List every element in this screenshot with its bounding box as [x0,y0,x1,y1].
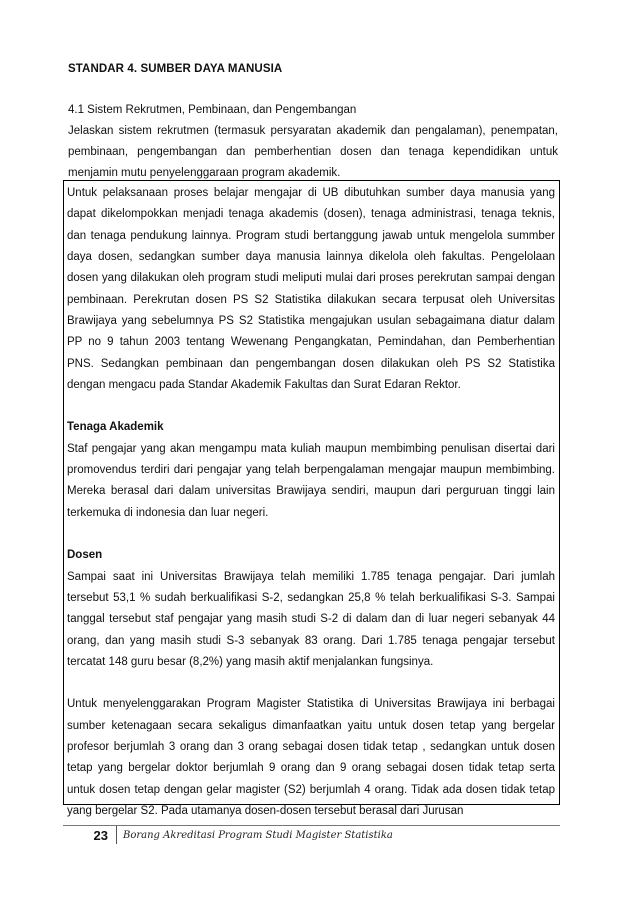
paragraph-dosen: Sampai saat ini Universitas Brawijaya telah memiliki 1.785 tenaga pengajar. Dari jumlah tersebut 53,1 % sudah berkualifikasi S-2, sedangkan 25,8 % telah berkualifikasi S-3. Sampai tanggal tersebut staf pengajar yang masih studi S-2 di dalam dan di luar negeri sebanyak 44 orang, dan yang masih studi S-3 sebanyak 83 orang. Dari 1.785 tenaga pengajar tersebut tercatat 148 guru besar (8,2%) yang masih aktif menjalankan fungsinya. [67,570,555,668]
page-heading: STANDAR 4. SUMBER DAYA MANUSIA [68,63,283,75]
paragraph-tenaga-akademik: Staf pengajar yang akan mengampu mata kuliah maupun membimbing penulisan disertai dari promovendus terdiri dari pengajar yang telah berpengalaman mengajar maupun membimbing. Mereka berasal dari dalam universitas Brawijaya sendiri, maupun dari perguruan tinggi lain terkemuka di indonesia dan luar negeri. [67,442,555,519]
footer-title: Borang Akreditasi Program Studi Magister Statistika [123,829,393,841]
spacer [67,673,555,694]
spacer [67,524,555,545]
subheading-dosen: Dosen [67,549,103,562]
section-title: 4.1 Sistem Rekrutmen, Pembinaan, dan Pengembangan [68,104,357,116]
subheading-tenaga-akademik: Tenaga Akademik [67,421,164,434]
paragraph-program-magister: Untuk menyelenggarakan Program Magister Statistika di Universitas Brawijaya ini berbagai sumber ketenagaan secara sekaligus dimanfaatkan yaitu untuk dosen tetap yang bergelar profesor berjumlah 3 orang dan 3 orang sebagai dosen tidak tetap , sedangkan untuk dosen tetap yang bergelar doktor berjumlah 9 orang dan 9 orang sebagai dosen tidak tetap serta untuk dosen tetap dengan gelar magister (S2) berjumlah 4 orang. Tidak ada dosen tidak tetap yang bergelar S2. Pada utamanya dosen-dosen tersebut berasal dari Jurusan [67,698,555,817]
section-4-1 [68,100,558,184]
answer-box [63,180,560,817]
page-number: 23 [93,827,108,843]
spacer [67,396,555,417]
paragraph-overview: Untuk pelaksanaan proses belajar mengajar di UB dibutuhkan sumber daya manusia yang dapat dikelompokkan menjadi tenaga akademis (dosen), tenaga administrasi, tenaga teknis, dan tenaga pendukung lainnya. Program studi bertanggung jawab untuk mengelola summber daya dosen, sedangkan sumber daya manusia lainnya dikelola oleh fakultas. Pengelolaan dosen yang dilakukan oleh program studi meliputi mulai dari proses perekrutan sampai dengan pembinaan. Perekrutan dosen PS S2 Statistika dilakukan secara terpusat oleh Universitas Brawijaya yang sebelumnya PS S2 Statistika mengajukan usulan sebagaimana diatur dalam PP no 9 tahun 2003 tentang Wewenang Pengangkatan, Pemindahan, dan Pemberhentian PNS. Sedangkan pembinaan dan pengembangan dosen dilakukan oleh PS S2 Statistika dengan mengacu pada Standar Akademik Fakultas dan Surat Edaran Rektor. [67,187,555,392]
section-instruction: Jelaskan sistem rekrutmen (termasuk persyaratan akademik dan pengalaman), penempatan, pembinaan, pengembangan dan pemberhentian dosen dan tenaga kependidikan untuk menjamin mutu penyelenggaraan program akademik. [68,125,558,179]
page-footer [70,826,393,844]
footer-separator [116,826,117,844]
